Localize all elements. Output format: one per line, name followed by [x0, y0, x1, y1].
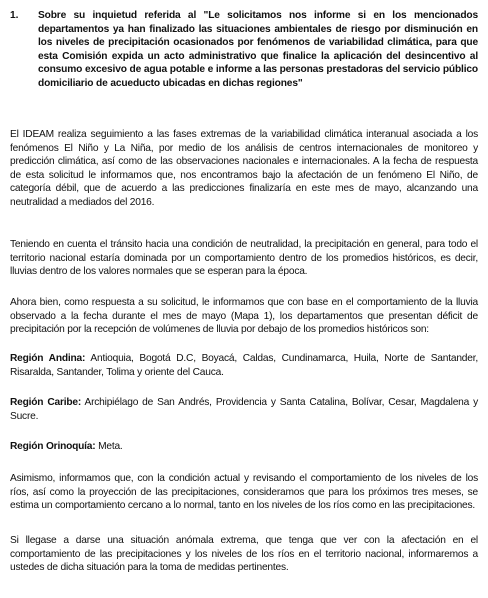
- item-number: 1.: [10, 10, 19, 21]
- region-caribe: [10, 396, 478, 423]
- region-caribe-name: Región Caribe:: [10, 397, 82, 408]
- region-andina-text: Antioquia, Bogotá D.C, Boyacá, Caldas, Cundinamarca, Huila, Norte de Santander, Risaralda, Santander, Tolima y oriente del Cauca.: [10, 353, 478, 378]
- region-orinoquia-text: Meta.: [95, 441, 123, 452]
- region-orinoquia: [10, 440, 478, 454]
- paragraph-deficit: Ahora bien, como respuesta a su solicitud, le informamos que con base en el comportamiento de la lluvia observado a la fecha durante el mes de mayo (Mapa 1), los departamentos que presentan déficit de precipitación por la recepción de volúmenes de lluvia por debajo de los promedios históricos son:: [10, 297, 478, 336]
- paragraph-anomaly: Si llegase a darse una situación anómala extrema, que tenga que ver con la afectación en el comportamiento de las precipitaciones y los niveles de los ríos en el territorio nacional, informaremos a ustedes de dicha situación para la toma de medidas pertinentes.: [10, 535, 478, 574]
- region-andina-name: Región Andina:: [10, 353, 86, 364]
- question-text: Sobre su inquietud referida al "Le solicitamos nos informe si en los mencionados departamentos ya han finalizado las situaciones ambientales de riesgo por disminución en los niveles de precipitación ocasionados por fenómenos de variabilidad climática, para que esta Comisión expida un acto administrativo que finalice la aplicación del desincentivo al consumo excesivo de agua potable e informe a las personas prestadoras del servicio público domiciliario de acueducto ubicadas en dichas regiones": [38, 10, 478, 89]
- paragraph-ideam: El IDEAM realiza seguimiento a las fases extremas de la variabilidad climática interanual asociada a los fenómenos El Niño y La Niña, por medio de los análisis de centros internacionales de monitoreo y predicción climática, así como de las observaciones nacionales e internacionales. A la fecha de respuesta de esta solicitud le informamos que, nos encontramos bajo la afectación de un fenómeno El Niño, de categoría débil, que de acuerdo a las predicciones finalizaría en este mes de mayo, alcanzando una neutralidad a mediados del 2016.: [10, 129, 478, 208]
- paragraph-projection: Asimismo, informamos que, con la condición actual y revisando el comportamiento de los niveles de los ríos, así como la proyección de las precipitaciones, consideramos que para los próximos tres meses, se estima un comportamiento cercano a lo normal, tanto en los niveles de los ríos como en las precipitaciones.: [10, 473, 478, 512]
- region-andina: [10, 352, 478, 379]
- region-orinoquia-name: Región Orinoquía:: [10, 441, 96, 452]
- paragraph-neutrality: Teniendo en cuenta el tránsito hacia una condición de neutralidad, la precipitación en general, para todo el territorio nacional estaría dominada por un comportamiento dentro de los promedios históricos, es decir, lluvias dentro de los valores normales que se esperan para la época.: [10, 239, 478, 278]
- region-caribe-text: Archipiélago de San Andrés, Providencia y Santa Catalina, Bolívar, Cesar, Magdalena y Sucre.: [10, 397, 478, 422]
- question-item: [10, 9, 478, 91]
